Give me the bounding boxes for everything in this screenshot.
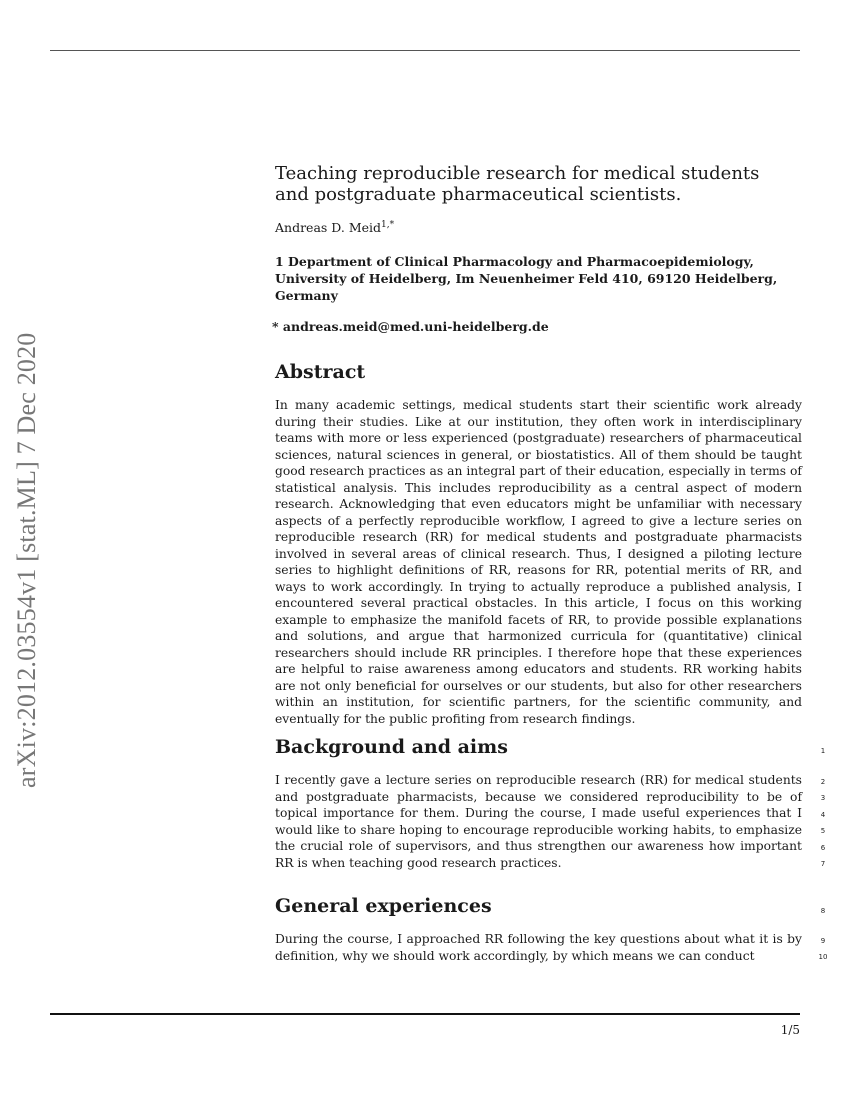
author-line <box>275 220 394 235</box>
affiliation: 1 Department of Clinical Pharmacology and Pharmacoepidemiology, University of Heidelberg, Im Neuenheimer Feld 410, 69120 Heidelberg, Germany <box>275 254 778 303</box>
line-number: 3 <box>820 794 826 802</box>
line-number: 1 <box>820 747 826 755</box>
line-number: 2 <box>820 778 826 786</box>
line-number: 4 <box>820 811 826 819</box>
general-text: During the course, I approached RR following the key questions about what it is by definition, why we should work accordingly, by which means we can conduct <box>275 932 802 963</box>
abstract-heading: Abstract <box>275 361 366 383</box>
author-marks: 1,* <box>381 220 395 230</box>
section-heading-background: Background and aims <box>275 736 508 758</box>
footer-rule <box>50 1013 800 1015</box>
background-text: I recently gave a lecture series on reproducible research (RR) for medical students and postgraduate pharmacists, because we considered reproducibility to be of topical importance for them. During the course, I made useful experiences that I would like to share hoping to encourage reproducible working habits, to emphasize the crucial role of supervisors, and thus strengthen our awareness how important RR is when teaching good research practices. <box>275 773 802 870</box>
section-heading-general: General experiences <box>275 895 492 917</box>
corresponding-email[interactable]: * andreas.meid@med.uni-heidelberg.de <box>272 319 549 334</box>
page-number: 1/5 <box>780 1023 800 1037</box>
paper-title: Teaching reproducible research for medical students and postgraduate pharmaceutical scientists. <box>275 163 760 205</box>
line-number: 10 <box>818 953 828 961</box>
line-number: 9 <box>820 937 826 945</box>
arxiv-stamp: arXiv:2012.03554v1 [stat.ML] 7 Dec 2020 <box>12 332 41 788</box>
line-number: 5 <box>820 827 826 835</box>
line-number: 8 <box>820 907 826 915</box>
abstract-text: In many academic settings, medical students start their scientific work already during their studies. Like at our institution, they often work in interdisciplinary teams with more or less experienced (postgraduate) researchers of pharmaceutical sciences, natural sciences in general, or biostatistics. All of them should be taught good research practices as an integral part of their education, especially in terms of statistical analysis. This includes reproducibility as a central aspect of modern research. Acknowledging that even educators might be unfamiliar with necessary aspects of a perfectly reproducible workflow, I agreed to give a lecture series on reproducible research (RR) for medical students and postgraduate pharmacists involved in several areas of clinical research. Thus, I designed a piloting lecture series to highlight definitions of RR, reasons for RR, potential merits of RR, and ways to work accordingly. In trying to actually reproduce a published analysis, I encountered several practical obstacles. In this article, I focus on this working example to emphasize the manifold facets of RR, to provide possible explanations and solutions, and argue that harmonized curricula for (quantitative) clinical researchers should include RR principles. I therefore hope that these experiences are helpful to raise awareness among educators and students. RR working habits are not only beneficial for ourselves or our students, but also for other researchers within an institution, for scientific partners, for the scientific community, and eventually for the public profiting from research findings. <box>275 398 802 726</box>
line-number: 6 <box>820 844 826 852</box>
header-rule <box>50 50 800 51</box>
author-name: Andreas D. Meid <box>275 220 382 236</box>
line-number: 7 <box>820 860 826 868</box>
